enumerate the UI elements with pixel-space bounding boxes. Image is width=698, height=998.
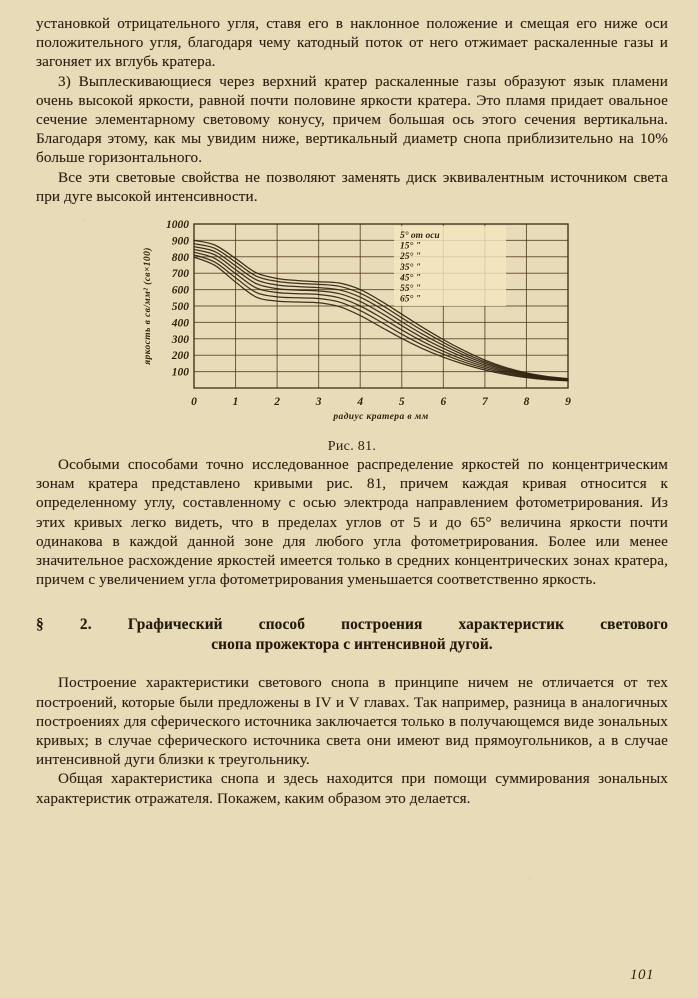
legend-entry-55deg: 55° " (400, 284, 421, 295)
curve-45deg (194, 252, 568, 380)
y-tick-label: 600 (171, 284, 189, 297)
legend-entry-35deg: 35° " (400, 262, 421, 273)
y-tick-label: 500 (171, 301, 189, 314)
y-tick-label: 100 (171, 366, 189, 379)
y-axis-label: яркость в св/мм² (св×100) (143, 247, 153, 365)
x-tick-label: 2 (274, 396, 280, 409)
legend-entry-5deg: 5° от оси (400, 231, 440, 242)
curve-15deg (194, 244, 568, 379)
paragraph-construction: Построение характеристики светового снопа в принципе ничем не отличается от тех построений, которые были предложены в IV и V главах. Так например, разница в аналогичных построениях для сферического источника заключается только в получающемся виде зональных кривых; в случае сферического источника света они имеют вид прямоугольников, а в случае интенсивной дуги близки к треугольнику. (36, 674, 668, 769)
section-heading-line-1: § 2. Графический способ построения характеристик светового (36, 616, 668, 634)
x-tick-label: 7 (482, 396, 488, 409)
legend-entry-15deg: 15° " (400, 241, 421, 252)
paragraph-light-properties: Все эти световые свойства не позволяют заменять диск эквивалентным источником света при дуге высокой интенсивности. (36, 168, 668, 205)
legend-entry-25deg: 25° " (400, 252, 421, 263)
figure-81 (36, 218, 668, 455)
paragraph-after-figure: Особыми способами точно исследованное распределение яркостей по концентрическим зонам кратера представлено кривыми рис. 81, причем каждая кривая относится к определенному углу, составленному с осью электрода направлением фотометрирования. Из этих кривых легко видеть, что в пределах углов от 5 и до 65° величина яркости почти одинакова в каждой данной зоне для любого угла фотометрирования. Более или менее значительное расхождение яркостей имеется только в средних концентрических зонах кратера, причем с увеличением угла фотометрирования уменьшается соответственно яркость. (36, 456, 668, 589)
curve-5deg (194, 240, 568, 378)
x-tick-label: 9 (565, 396, 571, 409)
y-tick-label: 900 (171, 235, 189, 248)
y-tick-label: 200 (171, 350, 189, 363)
x-tick-label: 8 (523, 396, 530, 409)
paragraph-continued-top: установкой отрицательного угля, ставя его в наклонное положение и смещая его ниже оси положительного угля, благодаря чему катодный поток от него отжимает раскаленные газы и загоняет их вглубь кратера. (36, 15, 668, 71)
x-axis-label: радиус кратера в мм (333, 412, 429, 423)
x-tick-label: 1 (232, 396, 239, 409)
chart-container (136, 218, 576, 433)
figure-caption: Рис. 81. (327, 439, 377, 455)
paragraph-item-3: 3) Выплескивающиеся через верхний кратер раскаленные газы образуют язык пламени очень высокой яркости, равной почти половине яркости кратера. Это пламя придает овальное сечение элементарному световому конусу, причем большая ось этого сечения вертикальна. Благодаря этому, как мы увидим ниже, вертикальный диаметр снопа приблизительно на 10% больше горизонтального. (36, 72, 668, 167)
x-tick-label: 3 (315, 396, 322, 409)
y-tick-label: 800 (171, 251, 189, 264)
x-tick-label: 6 (440, 396, 447, 409)
y-tick-label: 300 (171, 333, 189, 346)
y-tick-label: 1000 (166, 219, 189, 232)
legend-entry-45deg: 45° " (400, 273, 421, 284)
brightness-distribution-chart (136, 218, 576, 433)
y-tick-label: 700 (171, 268, 189, 281)
paragraph-general-characteristic: Общая характеристика снопа и здесь находится при помощи суммирования зональных характеристик отражателя. Покажем, каким образом это делается. (36, 770, 668, 807)
section-heading-line-2: снопа прожектора с интенсивной дугой. (211, 636, 493, 654)
y-tick-label: 400 (171, 317, 189, 330)
x-tick-label: 4 (357, 396, 364, 409)
page-number: 101 (630, 967, 654, 983)
x-tick-label: 5 (398, 396, 405, 409)
x-tick-label: 0 (191, 396, 197, 409)
legend-entry-65deg: 65° " (400, 294, 421, 305)
section-heading (36, 615, 668, 655)
